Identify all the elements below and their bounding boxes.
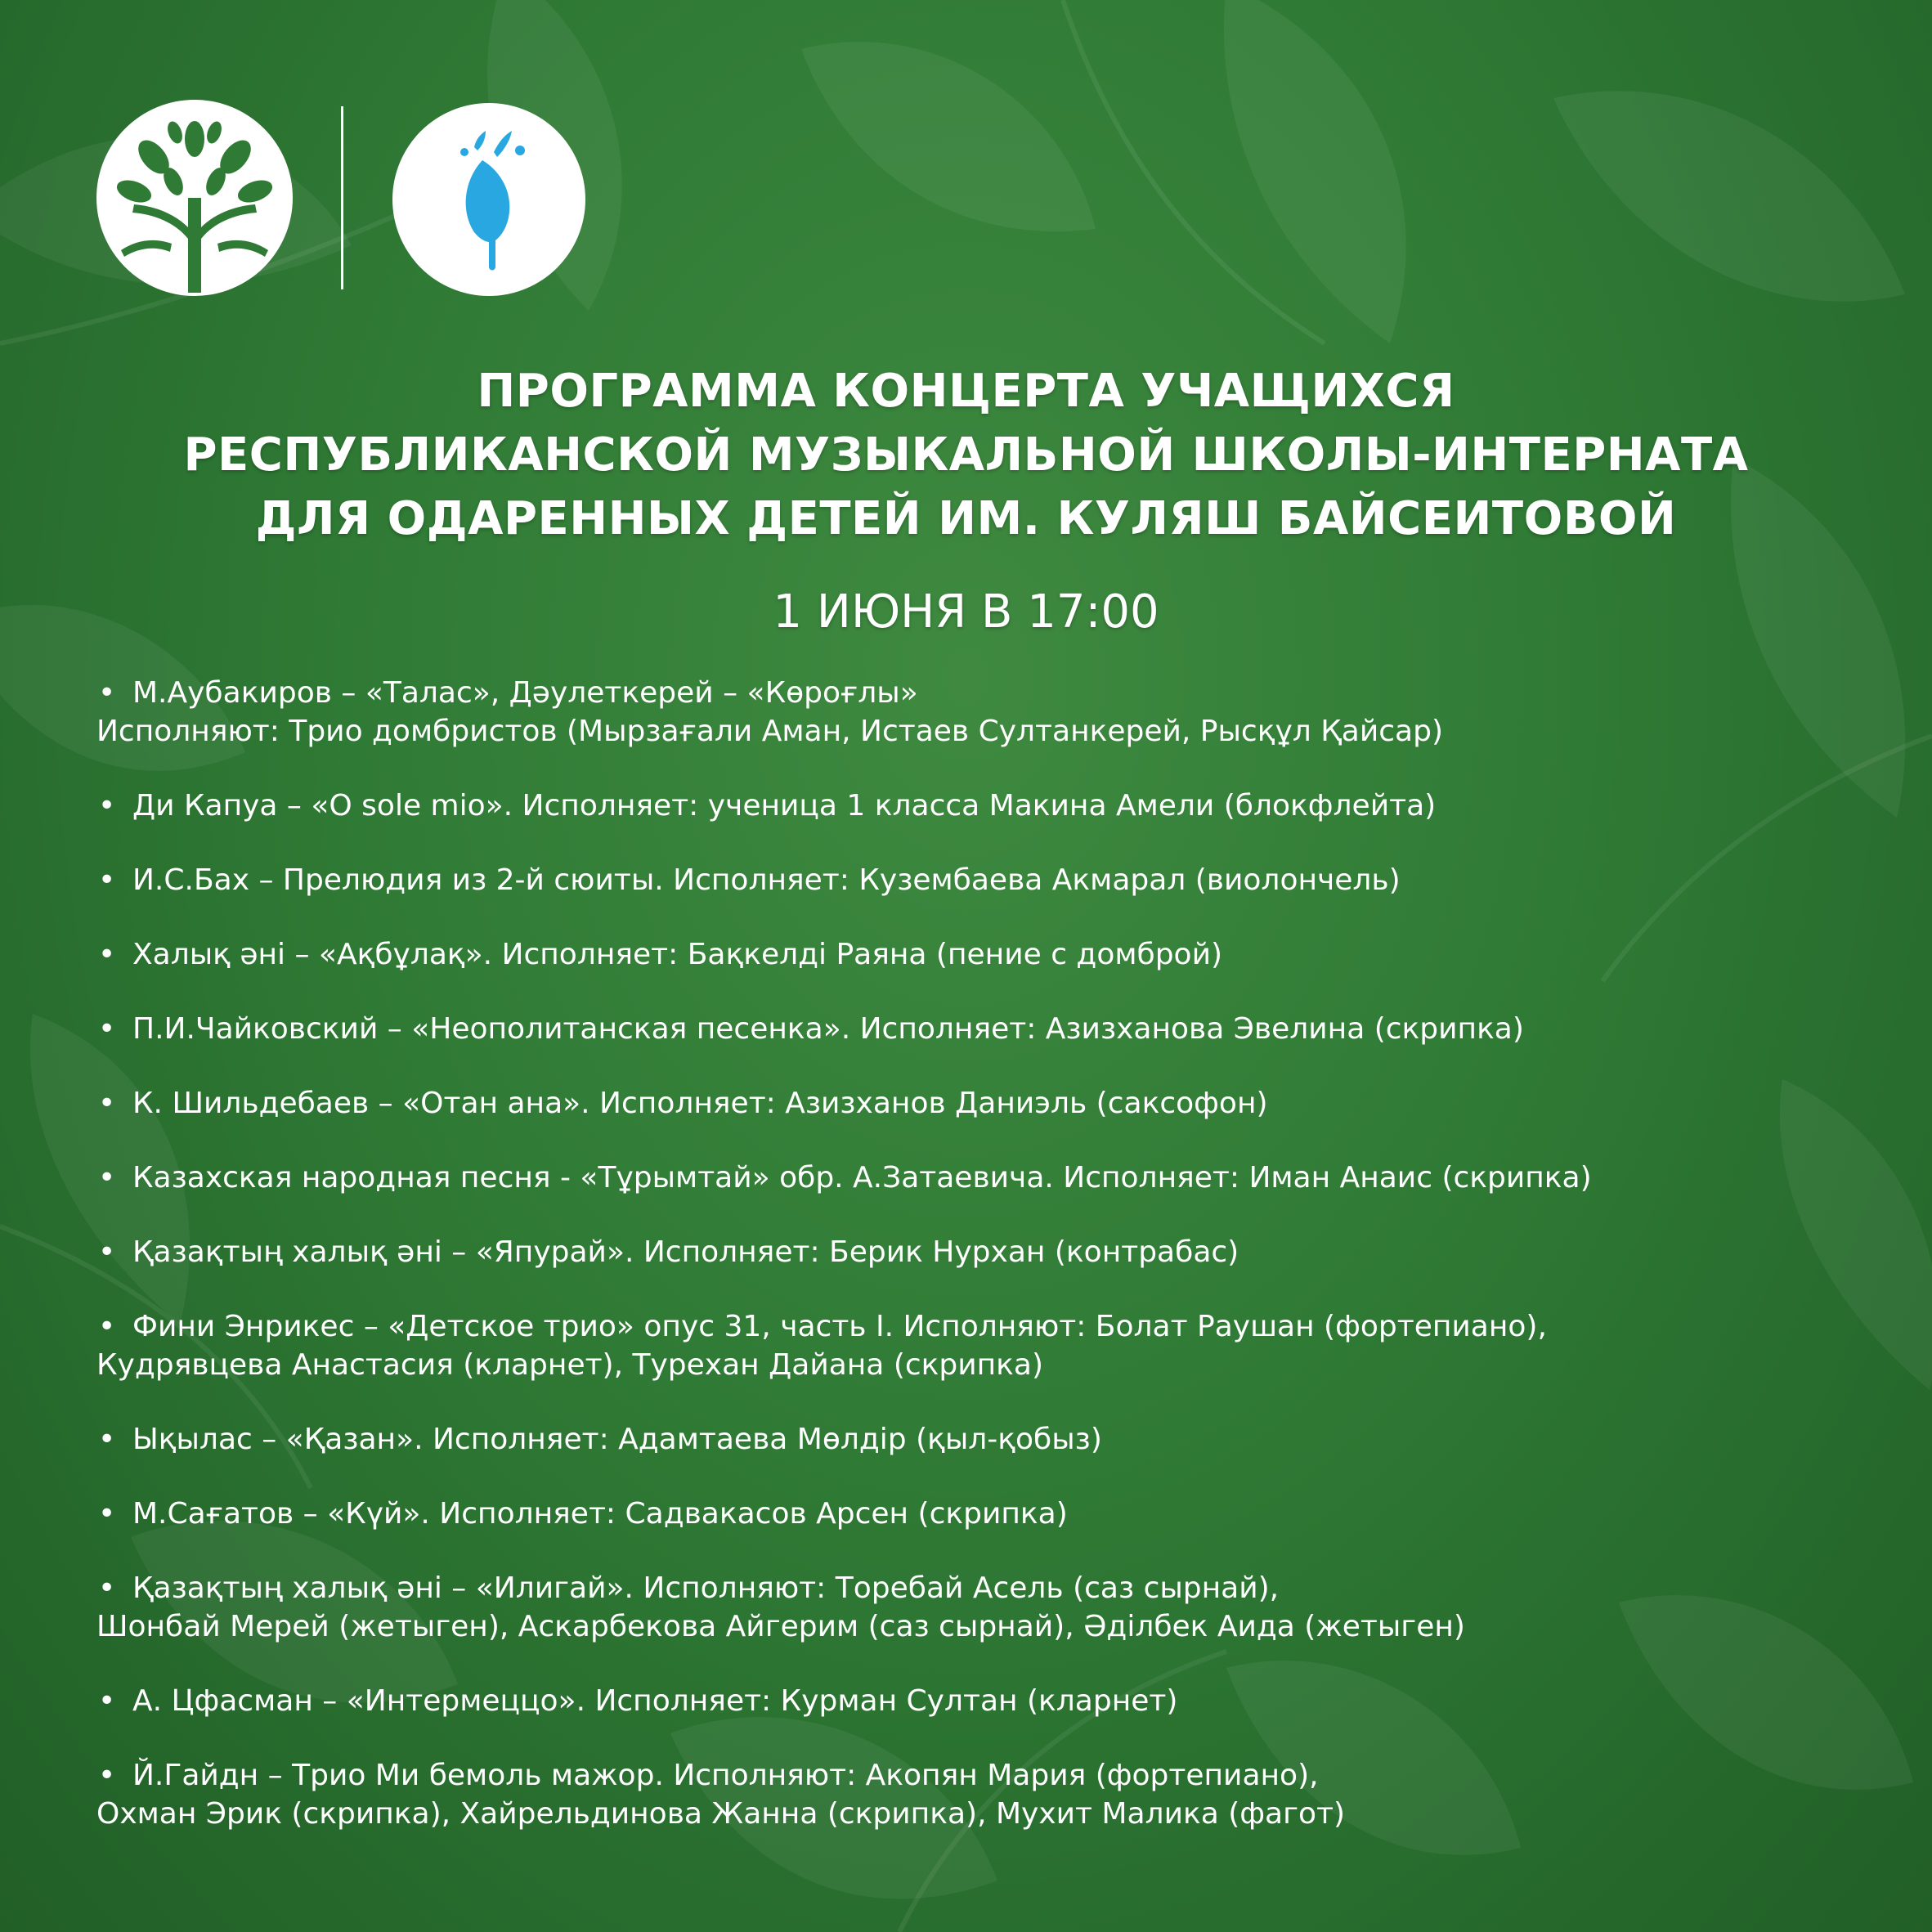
bullet: • [98,676,116,710]
program-item [96,1307,1854,1384]
program-item [96,1756,1854,1833]
bullet: • [98,1571,116,1605]
program-item [96,1084,1854,1123]
program-item-line: • Казахская народная песня - «Тұрымтай» обр. А.Затаевича. Исполняет: Иман Анаис (скрипка) [96,1159,1854,1197]
program-item [96,1569,1854,1646]
bullet: • [98,1161,116,1195]
bullet: • [98,1087,116,1120]
program-item-line: • П.И.Чайковский – «Неополитанская песенка». Исполняет: Азизханова Эвелина (скрипка) [96,1010,1854,1048]
concert-title [0,360,1932,551]
program-item-line: • А. Цфасман – «Интермеццо». Исполняет: Курман Султан (кларнет) [96,1682,1854,1720]
program-item-line: • Й.Гайдн – Трио Ми бемоль мажор. Исполняют: Акопян Мария (фортепиано), [96,1756,1854,1795]
tree-logo-icon [96,100,293,296]
bullet: • [98,938,116,971]
program-item-line: • Қазақтың халық әні – «Илигай». Исполняют: Торебай Асель (саз сырнай), [96,1569,1854,1607]
title-line: РЕСПУБЛИКАНСКОЙ МУЗЫКАЛЬНОЙ ШКОЛЫ-ИНТЕРНАТА [183,428,1749,482]
bullet: • [98,1012,116,1046]
program-item [96,1233,1854,1271]
program-item-line: Шонбай Мерей (жетыген), Аскарбекова Айгерим (саз сырнай), Әділбек Аида (жетыген) [96,1610,1465,1643]
program-item [96,1420,1854,1459]
program-item-line: • Қазақтың халық әні – «Япурай». Исполняет: Берик Нурхан (контрабас) [96,1233,1854,1271]
drop-tulip-logo-icon [392,103,585,296]
bullet: • [98,1310,116,1343]
program-item [96,787,1854,825]
program-item-line: • Фини Энрикес – «Детское трио» опус 31, часть I. Исполняют: Болат Раушан (фортепиано), [96,1307,1854,1346]
program-item [96,1682,1854,1720]
program-item [96,1010,1854,1048]
program-list [96,674,1854,1869]
bullet: • [98,1497,116,1531]
program-item-line: • Ди Капуа – «O sole mio». Исполняет: ученица 1 класса Макина Амели (блокфлейта) [96,787,1854,825]
logo-divider [341,106,343,289]
program-item [96,1495,1854,1533]
title-line: ДЛЯ ОДАРЕННЫХ ДЕТЕЙ ИМ. КУЛЯШ БАЙСЕИТОВОЙ [255,492,1677,545]
program-item-line: Охман Эрик (скрипка), Хайрельдинова Жанна (скрипка), Мухит Малика (фагот) [96,1797,1346,1831]
program-item-line: • И.С.Бах – Прелюдия из 2-й сюиты. Исполняет: Кузембаева Акмарал (виолончель) [96,861,1854,899]
program-item-line: • К. Шильдебаев – «Отан ана». Исполняет: Азизханов Даниэль (саксофон) [96,1084,1854,1123]
bullet: • [98,789,116,823]
bullet: • [98,1684,116,1718]
program-item-line: • Халық әні – «Ақбұлақ». Исполняет: Бақкелді Раяна (пение с домброй) [96,935,1854,974]
program-item-line: • Ықылас – «Қазан». Исполняет: Адамтаева Мөлдір (қыл-қобыз) [96,1420,1854,1459]
bullet: • [98,1423,116,1456]
bullet: • [98,863,116,897]
program-item [96,1159,1854,1197]
concert-date: 1 ИЮНЯ В 17:00 [773,585,1159,639]
program-item-line: • М.Аубакиров – «Талас», Дәулеткерей – «Көроғлы» [96,674,1854,712]
program-item-line: Исполняют: Трио домбристов (Мырзағали Аман, Истаев Султанкерей, Рысқұл Қайсар) [96,715,1443,748]
bullet: • [98,1759,116,1792]
title-line: ПРОГРАММА КОНЦЕРТА УЧАЩИХСЯ [477,365,1455,418]
program-item [96,935,1854,974]
program-item-line: Кудрявцева Анастасия (кларнет), Турехан Дайана (скрипка) [96,1348,1044,1382]
program-item [96,674,1854,751]
bullet: • [98,1235,116,1269]
program-item [96,861,1854,899]
program-item-line: • М.Сағатов – «Күй». Исполняет: Садвакасов Арсен (скрипка) [96,1495,1854,1533]
logo-row [96,100,603,296]
